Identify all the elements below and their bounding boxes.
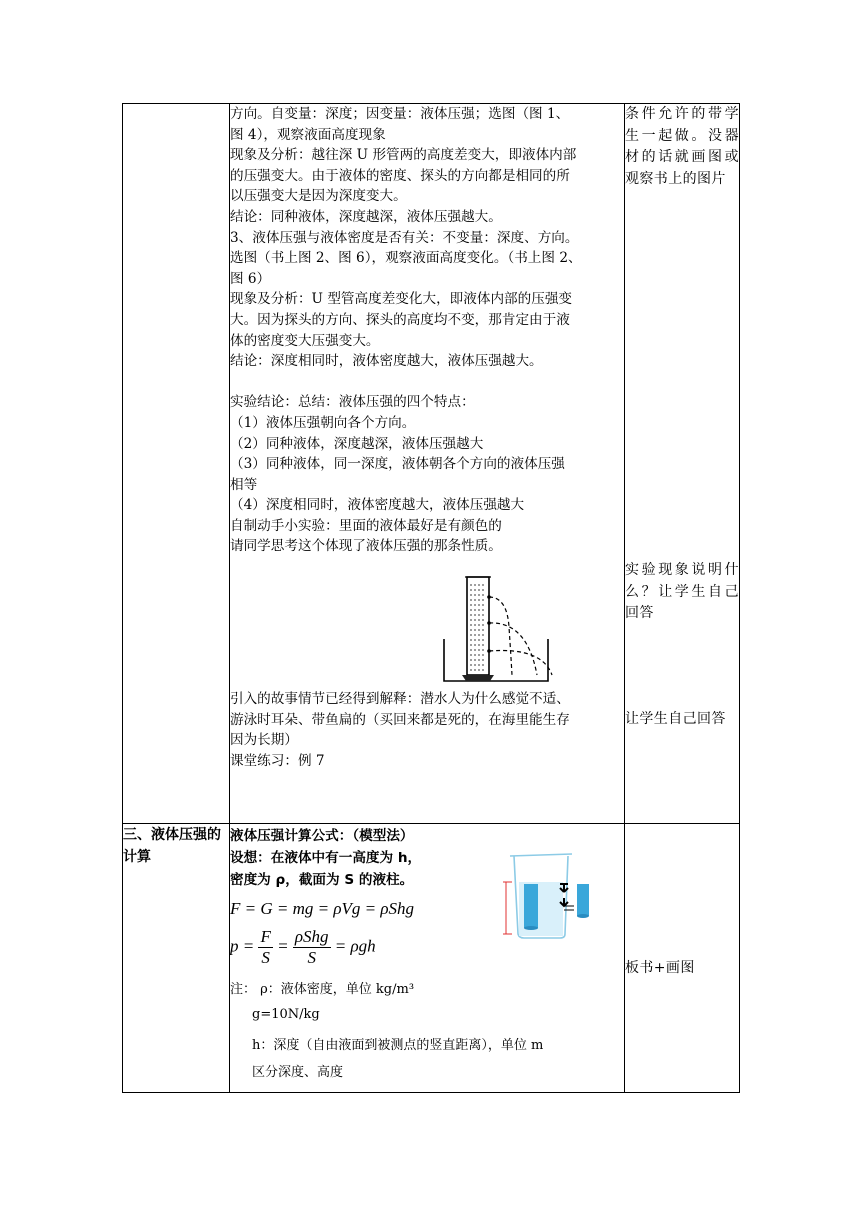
content-line: 3、液体压强与液体密度是否有关：不变量：深度、方向。 [230, 229, 579, 246]
content-line: 选图（书上图 2、图 6），观察液面高度变化。（书上图 2、 [230, 250, 582, 267]
liquid-column-diagram [502, 848, 602, 940]
content-block-b [230, 392, 624, 557]
formula-notes [230, 977, 624, 1085]
content-line: 的压强变大。由于液体的密度、探头的方向都是相同的所 [230, 167, 570, 184]
content-line: 现象及分析：越往深 U 形管两的高度差变大，即液体内部 [230, 147, 577, 164]
content-line: 体的密度变大压强变大。 [230, 332, 380, 349]
content-line: 方向。自变量：深度；因变量：液体压强；选图（图 1、 [230, 106, 570, 122]
assumption-line-1: 设想：在液体中有一高度为 h， [230, 850, 422, 866]
formula-force: F = G = mg = ρVg = ρShg [230, 899, 415, 918]
content-line: 图 4），观察液面高度现象 [230, 126, 386, 143]
content-line: （3）同种液体，同一深度，液体朝各个方向的液体压强 [230, 456, 565, 473]
content-line: 游泳时耳朵、带鱼扁的（买回来都是死的，在海里能生存 [230, 711, 570, 728]
formula-cell [230, 824, 625, 1093]
section-cell-empty [123, 104, 230, 824]
content-block-a [230, 104, 624, 372]
lesson-plan-table [122, 103, 740, 1093]
teacher-note-board: 板书+画图 [625, 960, 695, 976]
fraction-f-over-s: $\frac{F}{S}$ [260, 927, 271, 967]
formula-heading: 液体压强计算公式：（模型法） [230, 828, 414, 844]
content-line: 引入的故事情节已经得到解释：潜水人为什么感觉不适、 [230, 691, 570, 708]
teacher-note-1: 条件允许的带学生一起做。没器材的话就画图或观察书上的图片 [625, 106, 739, 187]
content-line: 因为长期） [230, 732, 298, 749]
section-title: 三、液体压强的计算 [123, 824, 230, 1093]
teacher-note-3: 让学生自己回答 [625, 710, 726, 727]
note-density: ρ：液体密度，单位 kg/m³ [260, 982, 415, 997]
content-line: 大。因为探头的方向、探头的高度均不变，那肯定由于液 [230, 311, 570, 328]
content-line: 相等 [230, 476, 258, 493]
teacher-note-2: 实验现象说明什么？让学生自己回答 [625, 562, 739, 621]
note-distinguish: 区分深度、高度 [252, 1065, 344, 1080]
table-row [123, 104, 740, 824]
content-line: 课堂练习：例 7 [230, 752, 325, 769]
content-line: （2）同种液体，深度越深，液体压强越大 [230, 435, 484, 452]
note-gravity: g=10N/kg [252, 1007, 320, 1022]
content-cell [230, 104, 625, 824]
content-line: 结论：同种液体，深度越深，液体压强越大。 [230, 208, 502, 225]
note-cell [625, 104, 740, 824]
assumption-line-2: 密度为 ρ，截面为 S 的液柱。 [230, 872, 414, 888]
content-line: 以压强变大是因为深度变大。 [230, 188, 407, 205]
note-prefix: 注： [230, 982, 257, 997]
content-line: （4）深度相同时，液体密度越大，液体压强越大 [230, 497, 525, 514]
container-jet-diagram [222, 557, 616, 685]
fraction-rhoshg-over-s: $\frac{\text{ρShg}}{S}$ [294, 927, 329, 967]
note-cell [625, 824, 740, 1093]
experiment-figure [230, 557, 624, 685]
content-line: 自制动手小实验：里面的液体最好是有颜色的 [230, 517, 502, 534]
formula-pressure: p = $\frac{F}{S}$ = $\frac{\text{ρShg}}{S}$ = ρgh [230, 927, 376, 967]
table-row [123, 824, 740, 1093]
content-line: 请同学思考这个体现了液体压强的那条性质。 [230, 538, 502, 555]
content-line: 实验结论：总结：液体压强的四个特点： [230, 394, 475, 411]
note-depth: h：深度（自由液面到被测点的竖直距离），单位 m [252, 1038, 544, 1053]
content-block-c [230, 689, 624, 771]
content-line: （1）液体压强朝向各个方向。 [230, 414, 416, 431]
content-line: 图 6） [230, 270, 271, 287]
content-line: 现象及分析：U 型管高度差变化大，即液体内部的压强变 [230, 291, 573, 308]
content-line: 结论：深度相同时，液体密度越大，液体压强越大。 [230, 353, 543, 370]
